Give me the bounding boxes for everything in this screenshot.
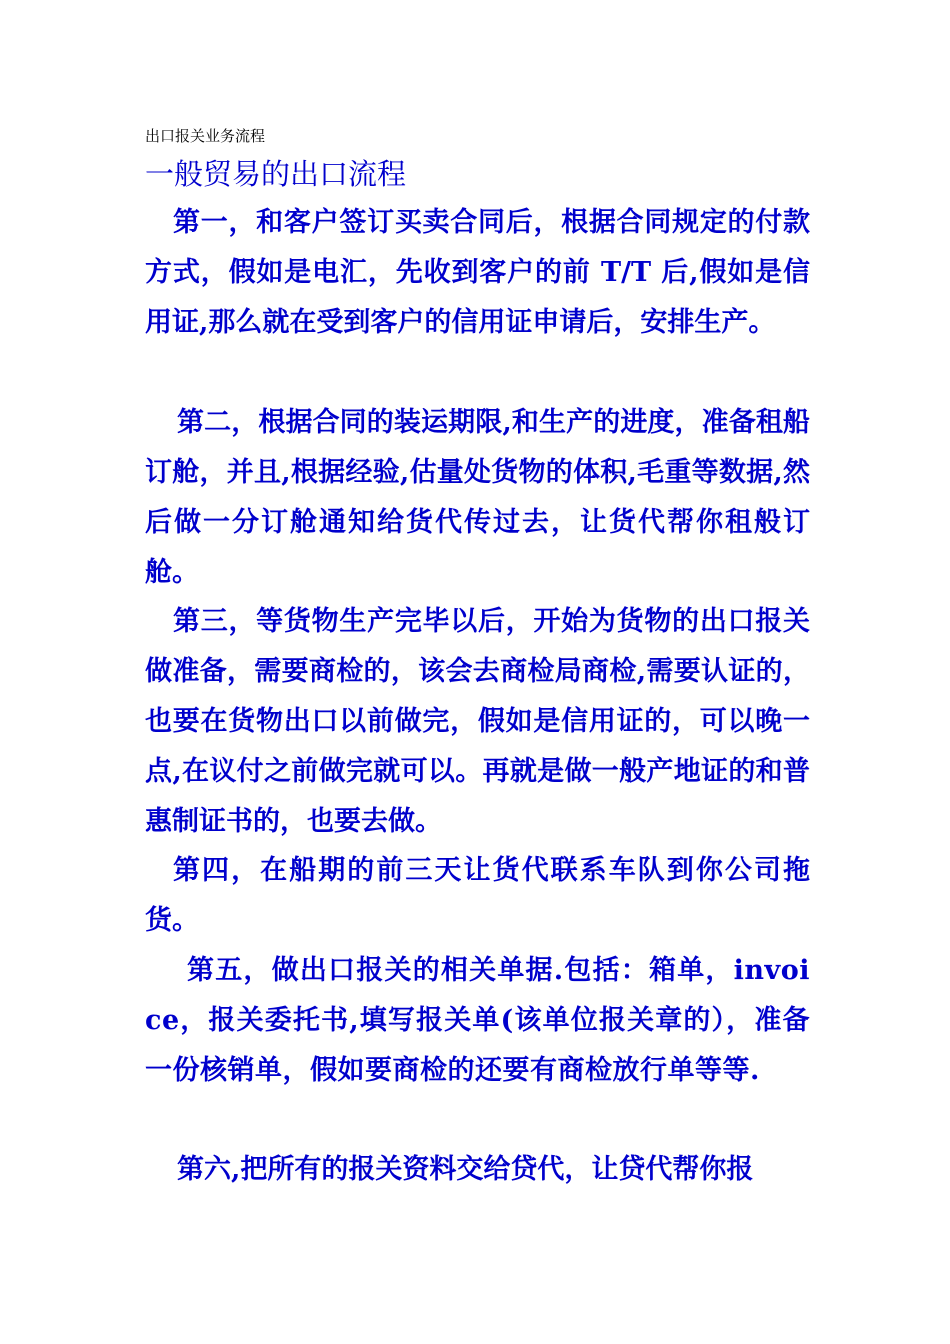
paragraph-step-6: 第六,把所有的报关资料交给贷代，让贷代帮你报 <box>177 1154 754 1185</box>
paragraph-step-2: 第二，根据合同的装运期限,和生产的进度，准备租船订舱，并且,根据经验,估量处货物的体积,毛重等数据,然后做一分订舱通知给货代传过去，让货代帮你租般订舱。 <box>145 407 810 588</box>
section-heading: 一般贸易的出口流程 <box>145 157 407 191</box>
document-title: 出口报关业务流程 <box>145 127 266 145</box>
paragraph-step-5: 第五，做出口报关的相关单据.包括：箱单，invoice，报关委托书,填写报关单(该单位报关章的），准备一份核销单，假如要商检的还要有商检放行单等等. <box>145 955 810 1086</box>
paragraph-step-4: 第四，在船期的前三天让货代联系车队到你公司拖货。 <box>145 855 810 936</box>
paragraph-step-3: 第三，等货物生产完毕以后，开始为货物的出口报关做准备，需要商检的，该会去商检局商检,需要认证的，也要在货物出口以前做完，假如是信用证的，可以晚一点,在议付之前做完就可以。再就是做一般产地证的和普惠制证书的，也要去做。 <box>145 606 810 837</box>
paragraph-step-1: 第一，和客户签订买卖合同后，根据合同规定的付款方式，假如是电汇，先收到客户的前 T/T 后,假如是信用证,那么就在受到客户的信用证申请后，安排生产。 <box>145 207 810 338</box>
